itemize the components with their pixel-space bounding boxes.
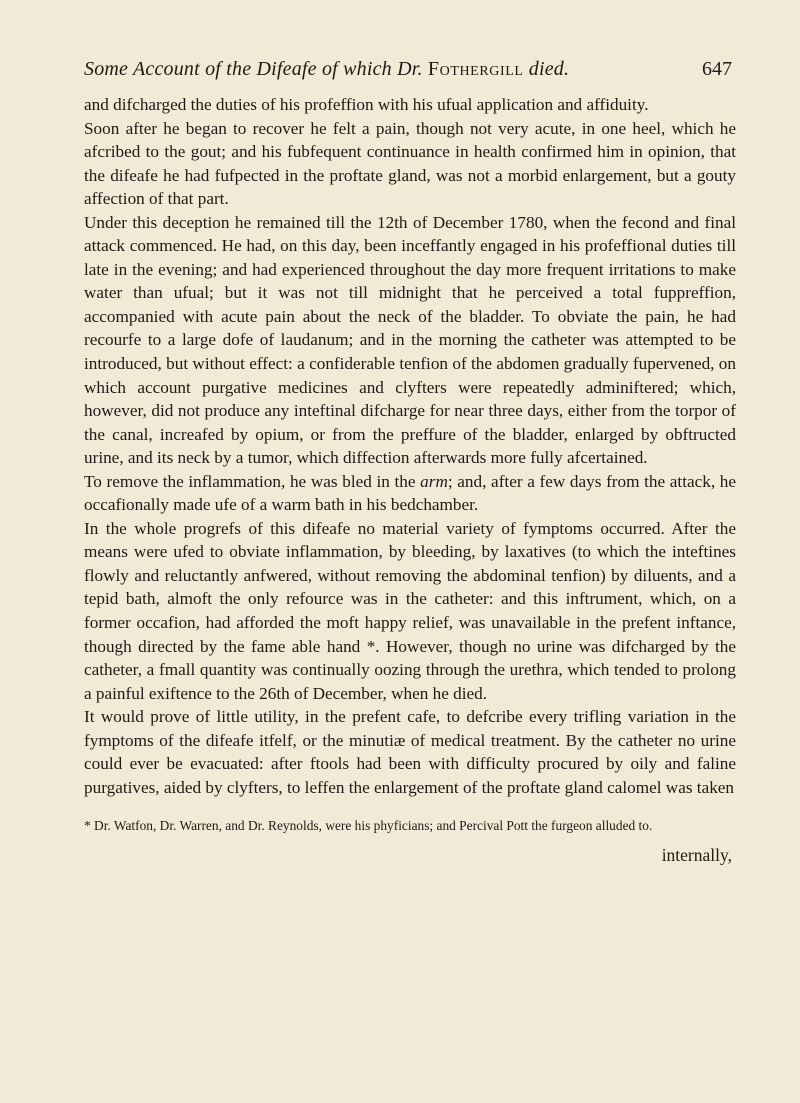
running-head (84, 58, 736, 81)
paragraph-inflammation-italic: arm (420, 471, 448, 491)
footnote: * Dr. Watfon, Dr. Warren, and Dr. Reynolds, were his phyficians; and Percival Pott the furgeon alluded to. (84, 818, 653, 834)
body-text (84, 93, 736, 799)
catchword: internally, (661, 845, 732, 866)
paragraph-second-attack: Under this deception he remained till the 12th of December 1780, when the fecond and final attack commenced. He had, on this day, been inceffantly engaged in his profeffional duties till late in the evening; and had experienced throughout the day more frequent irritations to make water than ufual; but it was not till midnight that he perceived a total fuppreffion, accompanied with acute pain about the neck of the bladder. To obviate the pain, he had recourfe to a large dofe of laudanum; and in the morning the catheter was attempted to be introduced, but without effect: a confiderable tenfion of the abdomen gradually fupervened, on which account purgative medicines and clyfters were repeatedly adminiftered; which, however, did not produce any inteftinal difcharge for near three days, either from the torpor of the canal, increafed by opium, or from the preffure of the bladder, enlarged by obftructed urine, and its neck by a tumor, which diffection afterwards more fully afcertained. (84, 212, 736, 468)
running-title (84, 58, 569, 81)
running-title-part-2: died. (523, 58, 570, 80)
paragraph-progress: In the whole progrefs of this difeafe no material variety of fymptoms occurred. After the means were ufed to obviate inflammation, by bleeding, by laxatives (to which the inteftines flowly and reluctantly anfwered, without removing the abdominal tenfion) by diluents, and a tepid bath, almoft the only refource was in the catheter: and this inftrument, which, on a former occafion, had afforded the moft happy relief, was unavailable in the prefent inftance, though directed by the fame able hand *. However, though no urine was difcharged by the catheter, a fmall quantity was continually oozing through the urethra, which tended to prolong a painful exiftence to the 26th of December, when he died. (84, 518, 736, 703)
paragraph-treatment: It would prove of little utility, in the prefent cafe, to defcribe every trifling variation in the fymptoms of the difeafe itfelf, or the minutiæ of medical treatment. By the catheter no urine could ever be evacuated: after ftools had been with difficulty procured by oily and faline purgatives, aided by clyfters, to leffen the enlargement of the proftate gland calomel was taken (84, 707, 736, 797)
paragraph-inflammation-text-2: ; and, after a few days from the attack, he occafionally made ufe of a warm bath in his bedchamber. (84, 471, 736, 515)
paragraph-gout: Soon after he began to recover he felt a pain, though not very acute, in one heel, which he afcribed to the gout; and his fubfequent continuance in health confirmed him in opinion, that the difeafe he had fufpected in the proftate gland, was not a morbid enlargement, but a gouty affection of that part. (84, 118, 736, 209)
paragraph-continuation: and difcharged the duties of his profeffion with his ufual application and affiduity. (84, 95, 649, 114)
running-title-name: Fothergill (427, 58, 524, 80)
page-number: 647 (702, 58, 732, 80)
paragraph-inflammation (84, 470, 736, 517)
running-title-part-1: Some Account of the Difeafe of which Dr. (84, 58, 428, 80)
paragraph-inflammation-text-1: To remove the inflammation, he was bled in the (84, 471, 421, 491)
